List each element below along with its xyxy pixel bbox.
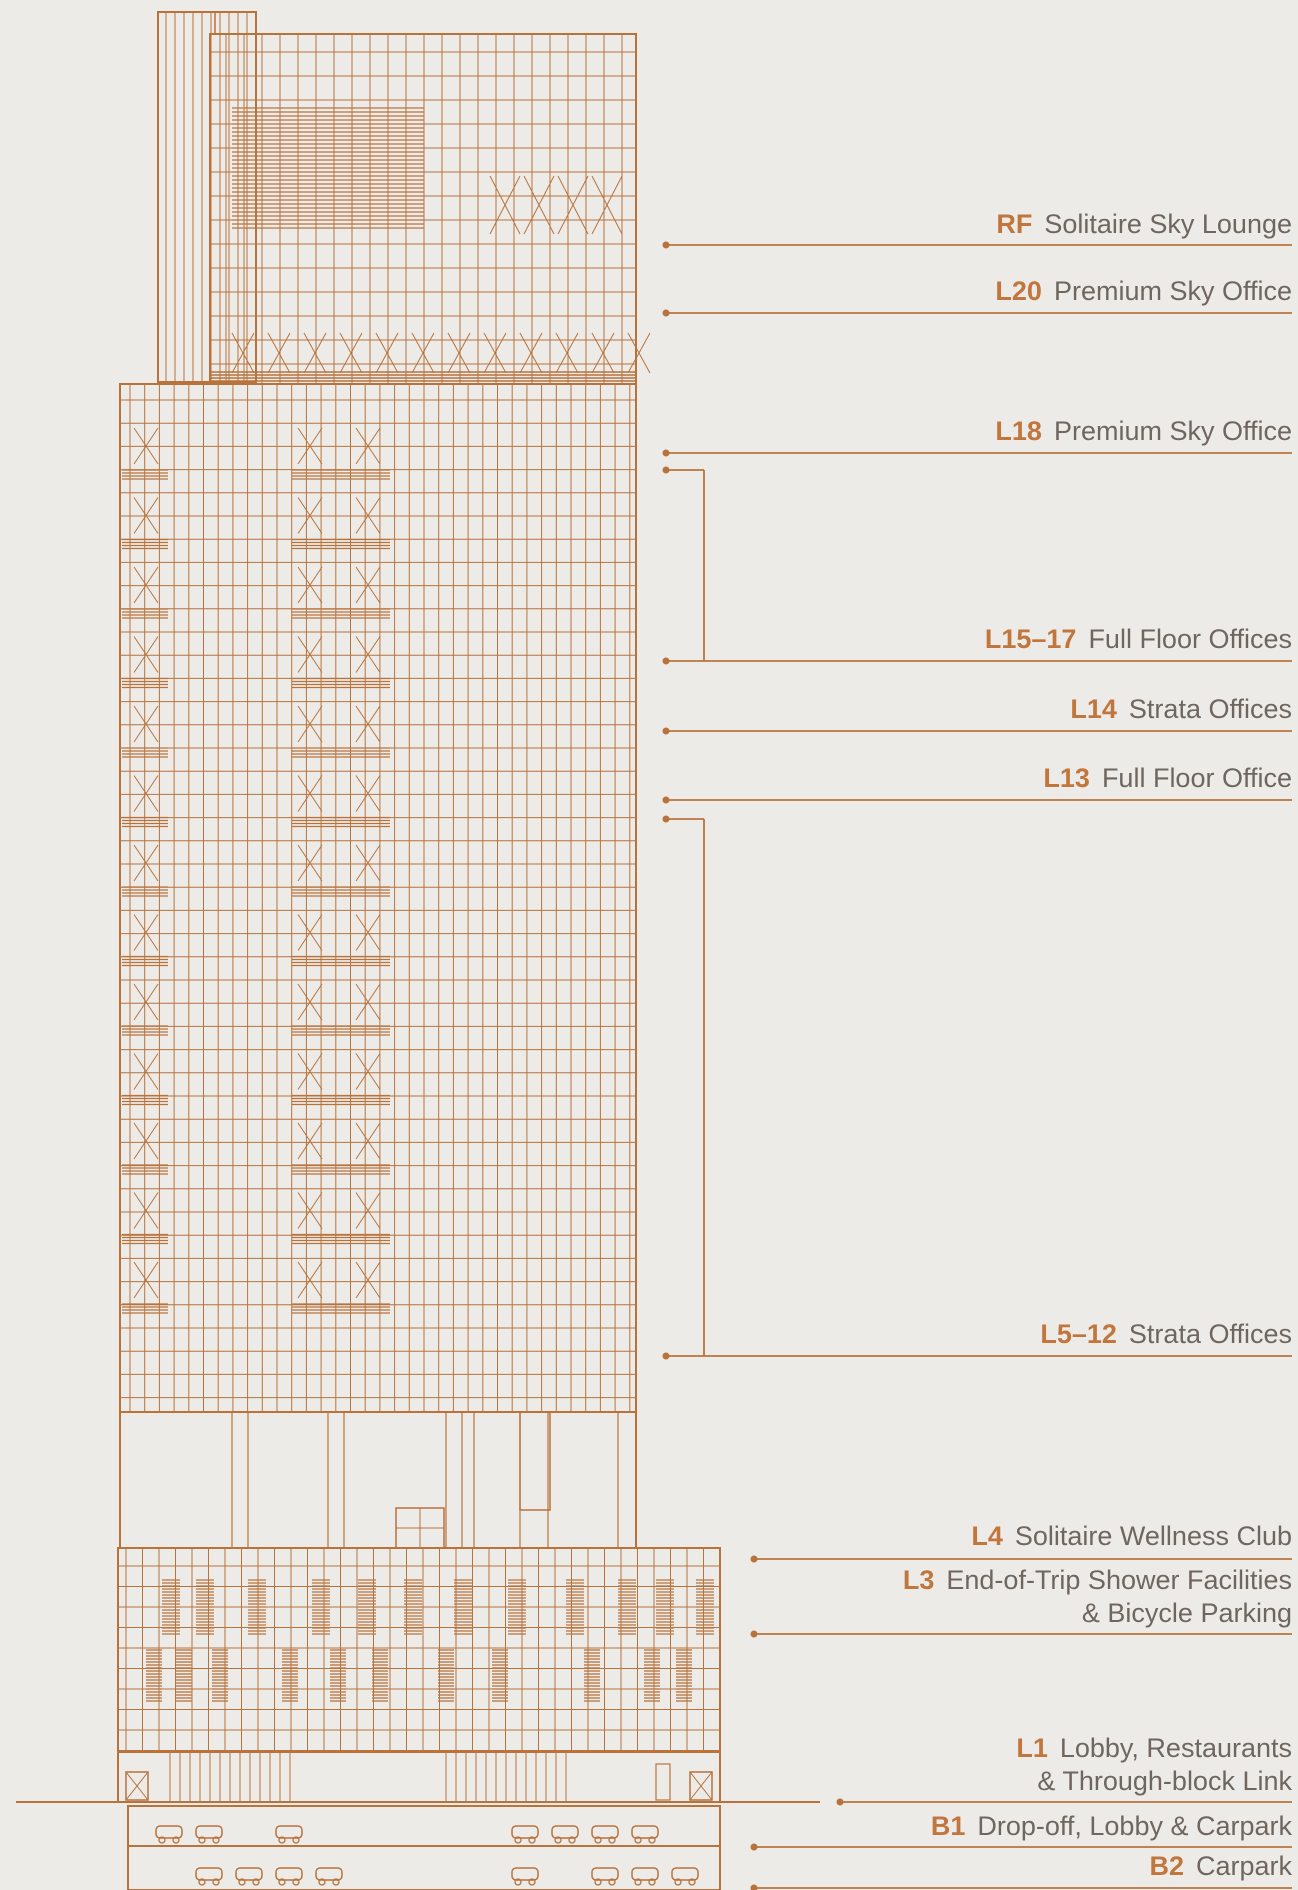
car-icon xyxy=(592,1868,618,1880)
car-icon xyxy=(196,1868,222,1880)
floor-name: Full Floor Offices xyxy=(1088,624,1292,654)
ground-floor xyxy=(118,1752,720,1802)
leader-dot xyxy=(663,467,670,474)
floor-code: RF xyxy=(996,209,1033,239)
floor-name: Full Floor Office xyxy=(1101,763,1292,793)
floor-name: Solitaire Sky Lounge xyxy=(1044,209,1292,239)
leader-dot xyxy=(663,450,670,457)
car-icon xyxy=(552,1826,578,1838)
floor-label-b1 xyxy=(931,1810,1292,1843)
leader-dot xyxy=(663,1353,670,1360)
car-icon xyxy=(672,1868,698,1880)
floor-name: Strata Offices xyxy=(1128,1319,1292,1349)
floor-label-b2 xyxy=(1149,1850,1292,1883)
sky-void xyxy=(120,1412,636,1548)
floor-code: B1 xyxy=(930,1811,966,1841)
floor-name: Strata Offices xyxy=(1128,694,1292,724)
floor-code: L14 xyxy=(1070,694,1117,724)
leader-dot xyxy=(751,1631,758,1638)
basement xyxy=(128,1806,720,1890)
leader-dot xyxy=(663,816,670,823)
floor-label-l20 xyxy=(995,275,1292,308)
floor-name: Carpark xyxy=(1195,1851,1292,1881)
car-icon xyxy=(156,1826,182,1838)
car-icon xyxy=(276,1826,302,1838)
floor-name: End-of-Trip Shower Facilities xyxy=(946,1565,1292,1595)
floor-label-l13 xyxy=(1043,762,1292,795)
floor-code: L5–12 xyxy=(1040,1319,1117,1349)
floor-label-l15-17 xyxy=(985,623,1292,656)
door-panel xyxy=(656,1764,670,1800)
floor-name: Lobby, Restaurants xyxy=(1059,1733,1292,1763)
floor-label-l5-12 xyxy=(1040,1318,1292,1351)
leader-dot xyxy=(663,797,670,804)
floor-code: L20 xyxy=(995,276,1042,306)
car-icon xyxy=(276,1868,302,1880)
leader-dot xyxy=(837,1799,844,1806)
floor-label-l1 xyxy=(1016,1732,1292,1798)
floor-code: L3 xyxy=(902,1565,935,1595)
leader-dot xyxy=(663,310,670,317)
floor-name-line2: & Through-block Link xyxy=(1037,1766,1292,1796)
floor-name: Premium Sky Office xyxy=(1053,276,1292,306)
car-icon xyxy=(512,1826,538,1838)
core-tower xyxy=(158,12,256,382)
leader-dot xyxy=(663,728,670,735)
car-icon xyxy=(236,1868,262,1880)
floor-name-line2: & Bicycle Parking xyxy=(1081,1598,1292,1628)
tower-shaft xyxy=(120,384,636,1412)
floor-name: Solitaire Wellness Club xyxy=(1014,1521,1292,1551)
floor-name: Drop-off, Lobby & Carpark xyxy=(977,1811,1292,1841)
car-icon xyxy=(632,1826,658,1838)
crown-block xyxy=(210,34,636,384)
floor-label-l3 xyxy=(903,1564,1292,1630)
leader-dot xyxy=(663,658,670,665)
floor-code: L1 xyxy=(1016,1733,1048,1763)
car-icon xyxy=(512,1868,538,1880)
floor-code: B2 xyxy=(1149,1851,1184,1881)
floor-code: L4 xyxy=(971,1521,1003,1551)
leader-dot xyxy=(663,242,670,249)
floor-label-l14 xyxy=(1070,693,1292,726)
car-icon xyxy=(196,1826,222,1838)
leader-dot xyxy=(751,1556,758,1563)
car-icon xyxy=(632,1868,658,1880)
floor-code: L18 xyxy=(995,416,1042,446)
void-core xyxy=(520,1412,550,1510)
floor-label-l4 xyxy=(971,1520,1292,1553)
leader-dot xyxy=(751,1885,758,1890)
leader-dot xyxy=(751,1844,758,1851)
floor-name: Premium Sky Office xyxy=(1053,416,1292,446)
car-icon xyxy=(592,1826,618,1838)
car-icon xyxy=(316,1868,342,1880)
floor-code: L13 xyxy=(1043,763,1090,793)
floor-label-rf xyxy=(996,208,1292,241)
floor-label-l18 xyxy=(995,415,1292,448)
floor-code: L15–17 xyxy=(984,624,1077,654)
